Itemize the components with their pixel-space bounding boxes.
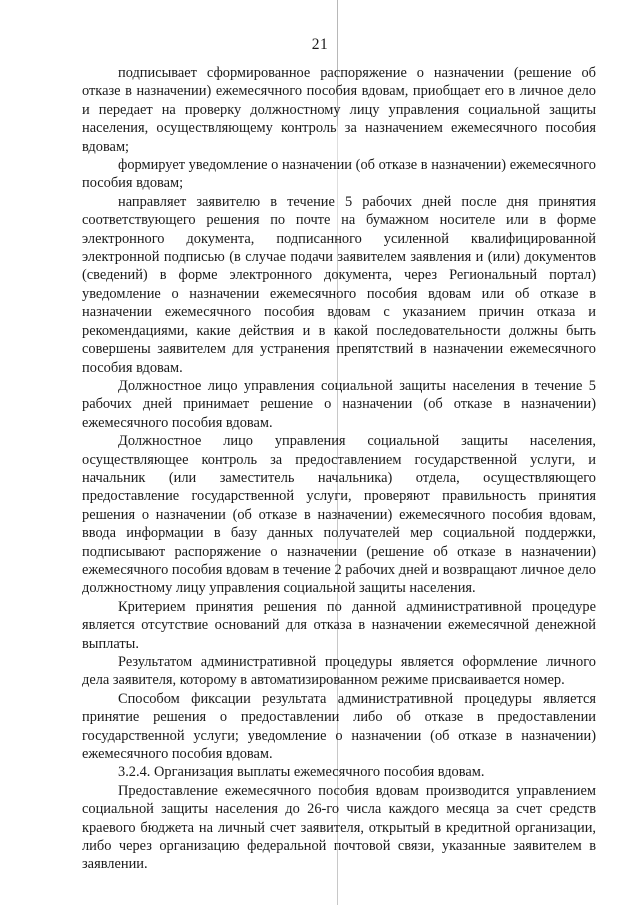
paragraph-fixation: Способом фиксации результата административной процедуры является принятие решения о предоставлении либо об отказе в предоставлении государственной услуги; уведомление о назначении (об отказе в назначении) ежемесячного пособия вдовам. [82,690,596,763]
paragraph-signs-order: подписывает сформированное распоряжение о назначении (решение об отказе в назначении) ежемесячного пособия вдовам, приобщает его в личное дело и передает на проверку должностному лицу управления социальной защиты населения, осуществляющему контроль за назначением ежемесячного пособия вдовам; [82,65,596,155]
paragraph-result: Результатом административной процедуры является оформление личного дела заявителя, которому в автоматизированном режиме присваивается номер. [82,654,596,689]
paragraph-sends-notice: направляет заявителю в течение 5 рабочих дней после дня принятия соответствующего решения по почте на бумажном носителе или в форме электронного документа, подписанного усиленной квалифицированной электронной подписью (в случае подачи заявителем заявления и (или) документов (сведений) в форме электронного документа, через Региональный портал) уведомление о назначении ежемесячного пособия вдовам или об отказе в назначении ежемесячного пособия вдовам с указанием причин отказа и рекомендациями, какие действия и в какой последовательности должны быть совершены заявителем для устранения препятствий в назначении ежемесячного пособия вдовам. [82,193,596,376]
paragraph-forms-notice: формирует уведомление о назначении (об отказе в назначении) ежемесячного пособия вдовам; [82,157,596,192]
paragraph-payment: Предоставление ежемесячного пособия вдовам производится управлением социальной защиты населения до 26-го числа каждого месяца за счет средств краевого бюджета на личный счет заявителя, открытый в кредитной организации, либо через организацию федеральной почтовой связи, указанные заявителем в заявлении. [82,782,596,873]
paragraph-control-check: Должностное лицо управления социальной защиты населения, осуществляющее контроль за предоставлением государственной услуги, и начальник (или заместитель начальника) отдела, осуществляющего предоставление государственной услуги, проверяют правильность принятия решения о назначении (об отказе в назначении) ежемесячного пособия вдовам, ввода информации в базу данных получателей мер социальной поддержки, подписывают распоряжение о назначении (решение об отказе в назначении) ежемесячного пособия вдовам в течение 2 рабочих дней и возвращают личное дело должностному лицу управления социальной защиты населения. [82,433,596,597]
paragraph-official-decides: Должностное лицо управления социальной защиты населения в течение 5 рабочих дней принимает решение о назначении (об отказе в назначении) ежемесячного пособия вдовам. [82,377,596,431]
document-body [82,64,596,874]
section-heading-3-2-4: 3.2.4. Организация выплаты ежемесячного пособия вдовам. [118,764,485,781]
page-number: 21 [311,36,329,53]
paragraph-criterion: Критерием принятия решения по данной административной процедуре является отсутствие оснований для отказа в назначении ежемесячной денежной выплаты. [82,598,596,652]
